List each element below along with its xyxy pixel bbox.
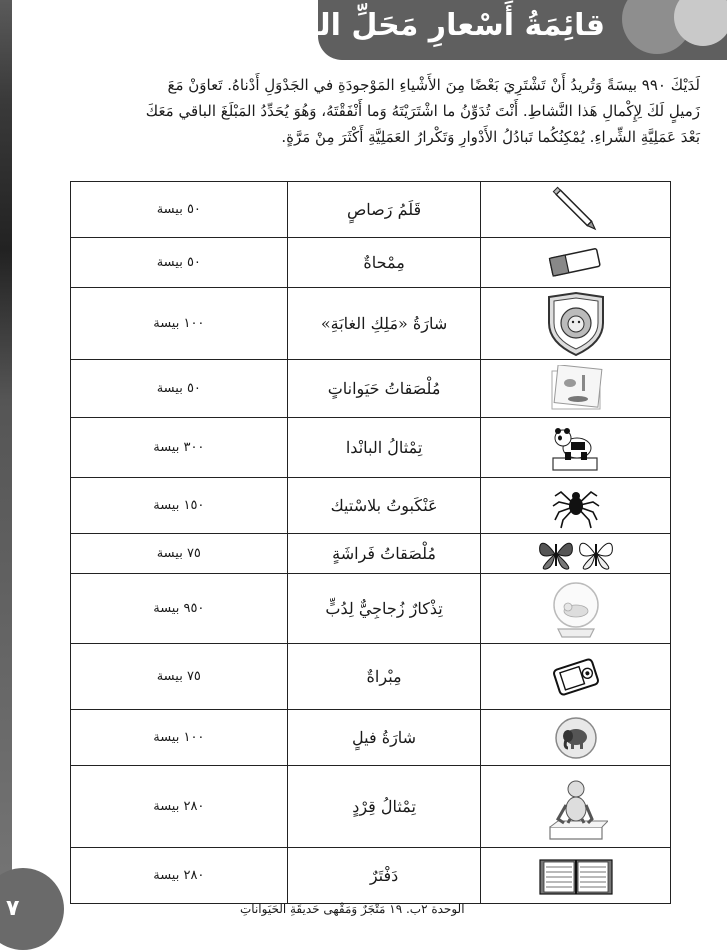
item-image-cell — [481, 710, 671, 766]
sharpener-icon — [548, 654, 604, 700]
item-price: ٥٠ بيسة — [71, 238, 288, 288]
table-row — [71, 360, 671, 418]
table-row — [71, 418, 671, 478]
lion-badge-icon — [545, 291, 607, 357]
item-image-cell — [481, 644, 671, 710]
notebook-icon — [536, 854, 616, 898]
item-image-cell — [481, 478, 671, 534]
table-row — [71, 238, 671, 288]
elephant-badge-icon — [554, 716, 598, 760]
item-name: مُلْصَقاتُ حَيَواناتٍ — [287, 360, 481, 418]
item-image-cell — [481, 418, 671, 478]
item-price: ٧٥ بيسة — [71, 534, 288, 574]
item-price: ٢٨٠ بيسة — [71, 848, 288, 904]
item-name: مِبْراةٌ — [287, 644, 481, 710]
item-name: دَفْتَرٌ — [287, 848, 481, 904]
butterfly-stickers-icon — [536, 536, 616, 572]
item-name: شارَةُ فيلٍ — [287, 710, 481, 766]
table-row — [71, 288, 671, 360]
eraser-icon — [541, 243, 611, 283]
item-price: ٥٠ بيسة — [71, 360, 288, 418]
item-name: مِمْحاةٌ — [287, 238, 481, 288]
page-number: ٧ — [6, 896, 20, 921]
item-image-cell — [481, 574, 671, 644]
footer-unit-label: الوحدة ٢ب. ١٩ مَتْجَرٌ وَمَقْهى حَديقَةِ الحَيَواناتِ — [240, 902, 465, 916]
table-row — [71, 478, 671, 534]
page-title: قائِمَةُ أَسْعارِ مَحَلِّ الهَدايا — [249, 8, 605, 43]
snow-globe-icon — [550, 579, 602, 639]
item-image-cell — [481, 848, 671, 904]
item-image-cell — [481, 360, 671, 418]
item-image-cell — [481, 238, 671, 288]
item-price: ٣٠٠ بيسة — [71, 418, 288, 478]
table-row — [71, 182, 671, 238]
table-row — [71, 644, 671, 710]
animal-stickers-icon — [548, 365, 604, 413]
intro-line: لَدَيْكَ ٩٩٠ بيسَةً وَتُريدُ أَنْ تَشْتَرِيَ بَعْضًا مِنَ الأَشْياءِ المَوْجودَةِ في الجَدْوَلِ أَدْناهُ. تَعاوَنْ مَعَ — [167, 76, 700, 94]
page-edge-strip — [0, 0, 12, 934]
intro-line: بَعْدَ عَمَلِيَّةِ الشِّراءِ. يُمْكِنُكُما تَبادُلُ الأَدْوارِ وَتَكْرارُ العَمَلِيَّةِ أَكْثَرَ مِنْ مَرَّةٍ. — [281, 128, 700, 146]
item-name: قَلَمُ رَصاصٍ — [287, 182, 481, 238]
item-image-cell — [481, 182, 671, 238]
table-row — [71, 848, 671, 904]
spider-icon — [551, 482, 601, 530]
table-row — [71, 574, 671, 644]
intro-paragraph — [40, 72, 700, 150]
item-name: شارَةُ «مَلِكِ الغابَةِ» — [287, 288, 481, 360]
table-row — [71, 710, 671, 766]
item-name: تِذْكارٌ زُجاجِيٌّ لِدُبٍّ — [287, 574, 481, 644]
monkey-statue-icon — [544, 771, 608, 843]
item-image-cell — [481, 766, 671, 848]
item-name: مُلْصَقاتُ فَراشَةٍ — [287, 534, 481, 574]
item-price: ٧٥ بيسة — [71, 644, 288, 710]
item-name: عَنْكَبوتُ بلاسْتيك — [287, 478, 481, 534]
pencil-icon — [541, 186, 611, 234]
item-image-cell — [481, 534, 671, 574]
item-price: ١٠٠ بيسة — [71, 710, 288, 766]
table-row — [71, 534, 671, 574]
panda-statue-icon — [547, 422, 605, 474]
item-image-cell — [481, 288, 671, 360]
item-name: تِمْثالُ قِرْدٍ — [287, 766, 481, 848]
item-price: ٢٨٠ بيسة — [71, 766, 288, 848]
item-price: ١٠٠ بيسة — [71, 288, 288, 360]
table-row — [71, 766, 671, 848]
item-price: ٩٥٠ بيسة — [71, 574, 288, 644]
item-name: تِمْثالُ البانْدا — [287, 418, 481, 478]
item-price: ١٥٠ بيسة — [71, 478, 288, 534]
intro-line: زَميلٍ لَكَ لِإِكْمالِ هَذا النَّشاطِ. أَنْتَ تُدَوِّنُ ما اشْتَرَيْتَهُ وَما أَنْفَقْتَهُ، وَهُوَ يُحَدِّدُ المَبْلَغَ الباقي مَعَكَ — [145, 102, 700, 120]
item-price: ٥٠ بيسة — [71, 182, 288, 238]
price-table — [70, 181, 671, 904]
